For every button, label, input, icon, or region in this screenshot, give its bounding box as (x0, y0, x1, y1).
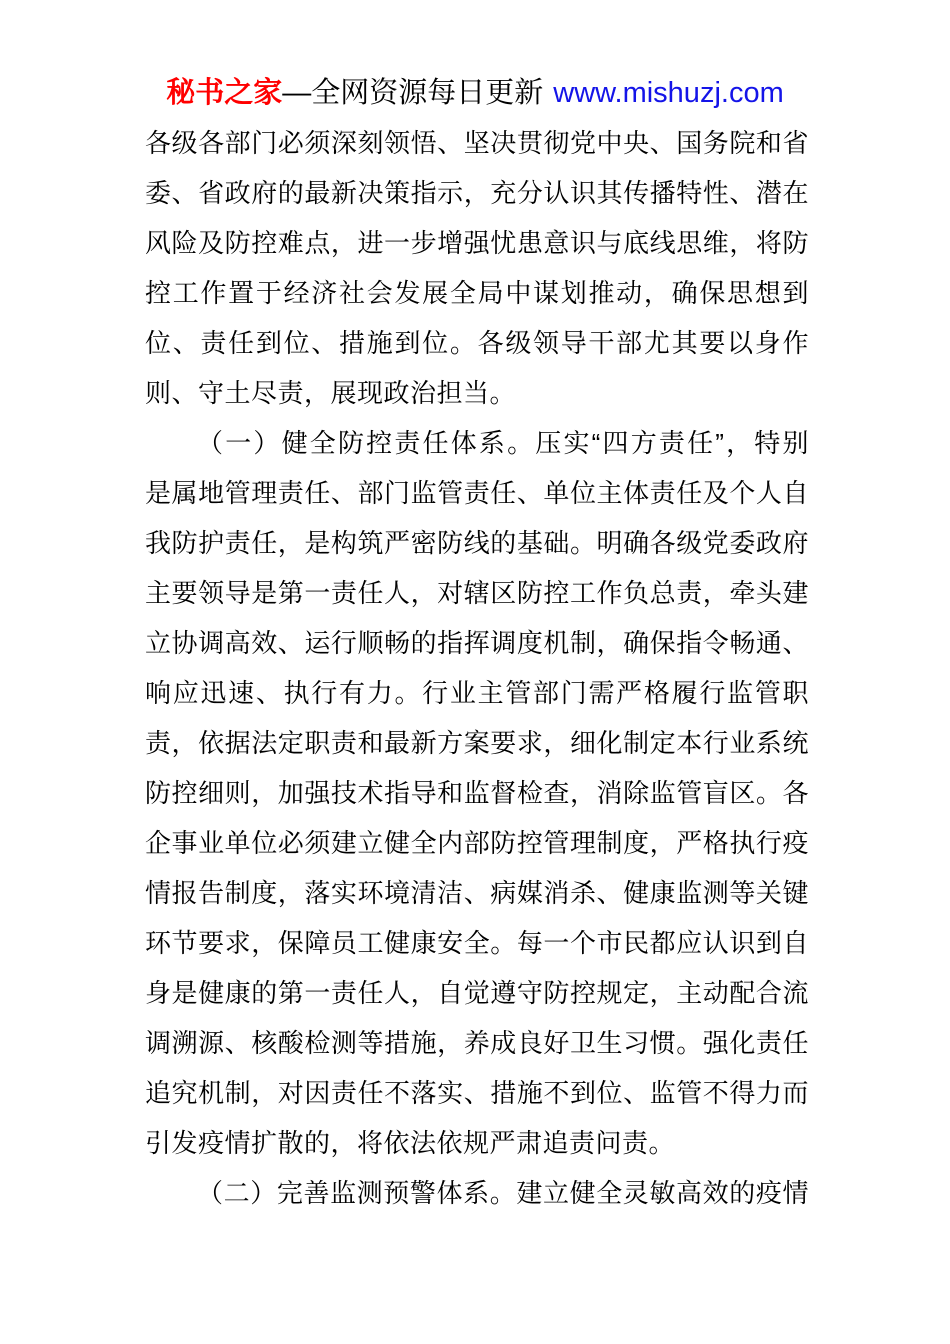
document-line: 主要领导是第一责任人，对辖区防控工作负总责，牵头建 (145, 578, 809, 608)
document-line: 身是健康的第一责任人，自觉遵守防控规定，主动配合流 (145, 978, 809, 1008)
document-line: 委、省政府的最新决策指示，充分认识其传播特性、潜在 (145, 178, 809, 208)
document-line: 环节要求，保障员工健康安全。每一个市民都应认识到自 (145, 928, 809, 958)
document-line: 各级各部门必须深刻领悟、坚决贯彻党中央、国务院和省 (145, 128, 809, 158)
document-line-paragraph-start: （二）完善监测预警体系。建立健全灵敏高效的疫情 (197, 1178, 809, 1208)
document-line: 追究机制，对因责任不落实、措施不到位、监管不得力而 (145, 1078, 809, 1108)
document-line: 我防护责任，是构筑严密防线的基础。明确各级党委政府 (145, 528, 809, 558)
document-line: 防控细则，加强技术指导和监督检查，消除监管盲区。各 (145, 778, 809, 808)
document-line: 调溯源、核酸检测等措施，养成良好卫生习惯。强化责任 (145, 1028, 809, 1058)
document-line-paragraph-end: 引发疫情扩散的，将依法依规严肃追责问责。 (145, 1128, 676, 1158)
document-line-paragraph-end: 则、守土尽责，展现政治担当。 (145, 378, 517, 408)
site-watermark-header (0, 72, 950, 114)
document-line: 响应迅速、执行有力。行业主管部门需严格履行监管职 (145, 678, 809, 708)
header-separator: — (282, 77, 312, 109)
document-body (145, 118, 809, 1218)
document-line: 风险及防控难点，进一步增强忧患意识与底线思维，将防 (145, 228, 809, 258)
document-line: 控工作置于经济社会发展全局中谋划推动，确保思想到 (145, 278, 809, 308)
site-url-link[interactable]: www.mishuzj.com (553, 77, 784, 109)
document-line: 位、责任到位、措施到位。各级领导干部尤其要以身作 (145, 328, 809, 358)
document-line: 是属地管理责任、部门监管责任、单位主体责任及个人自 (145, 478, 809, 508)
site-tagline: 全网资源每日更新 (311, 77, 544, 109)
document-line: 立协调高效、运行顺畅的指挥调度机制，确保指令畅通、 (145, 628, 809, 658)
document-line: 企事业单位必须建立健全内部防控管理制度，严格执行疫 (145, 828, 809, 858)
site-brand-name: 秘书之家 (166, 77, 283, 109)
document-line-paragraph-start: （一）健全防控责任体系。压实“四方责任”，特别 (197, 428, 809, 458)
document-line: 责，依据法定职责和最新方案要求，细化制定本行业系统 (145, 728, 809, 758)
document-line: 情报告制度，落实环境清洁、病媒消杀、健康监测等关键 (145, 878, 809, 908)
